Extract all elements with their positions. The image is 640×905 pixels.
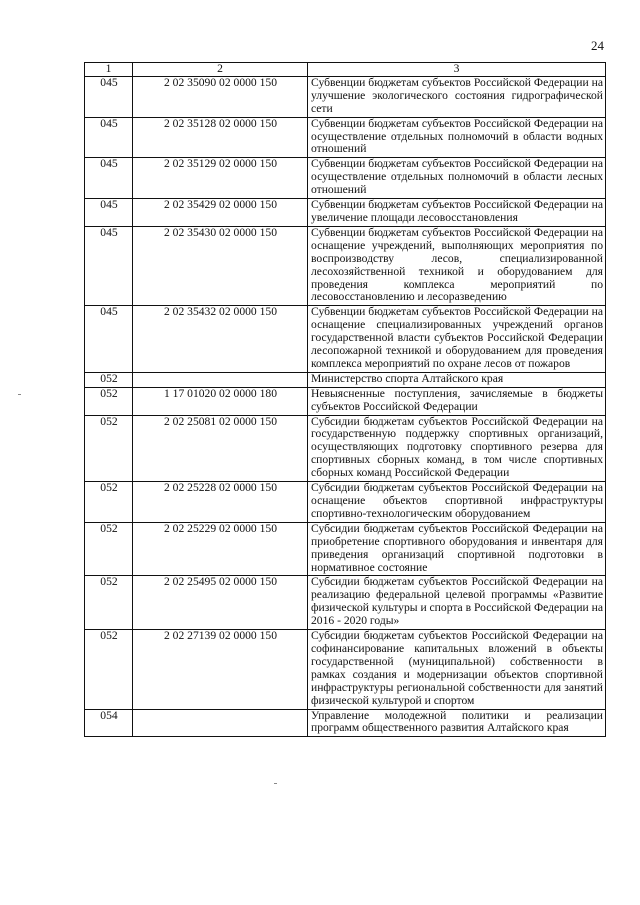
table-row bbox=[85, 306, 606, 373]
table-row bbox=[85, 709, 606, 737]
table-row bbox=[85, 522, 606, 576]
table-row bbox=[85, 387, 606, 415]
revenue-name-cell: Субвенции бюджетам субъектов Российской Федерации на оснащение учреждений, выполняющих мероприятия по воспроизводству лесов, специализированной лесохозяйственной техникой и оборудованием для проведения комплекса мероприятий по лесовосстановлению и лесоразведению bbox=[308, 226, 606, 305]
revenue-name-cell: Министерство спорта Алтайского края bbox=[308, 372, 606, 387]
budget-code-cell: 2 02 35129 02 0000 150 bbox=[133, 158, 308, 199]
table-row bbox=[85, 372, 606, 387]
admin-code-cell: 045 bbox=[85, 158, 133, 199]
revenue-name-cell: Субвенции бюджетам субъектов Российской Федерации на осуществление отдельных полномочий в области водных отношений bbox=[308, 117, 606, 158]
admin-code-cell: 054 bbox=[85, 709, 133, 737]
budget-code-cell: 2 02 25081 02 0000 150 bbox=[133, 415, 308, 482]
admin-code-cell: 045 bbox=[85, 306, 133, 373]
header-row bbox=[85, 63, 606, 77]
revenue-name-cell: Субсидии бюджетам субъектов Российской Федерации на приобретение спортивного оборудования и инвентаря для приведения организаций спортивной подготовки в нормативное состояние bbox=[308, 522, 606, 576]
revenue-name-cell: Субвенции бюджетам субъектов Российской Федерации на осуществление отдельных полномочий в области лесных отношений bbox=[308, 158, 606, 199]
column-header-2: 2 bbox=[133, 63, 308, 77]
table-row bbox=[85, 226, 606, 305]
budget-code-cell: 2 02 25229 02 0000 150 bbox=[133, 522, 308, 576]
revenue-classification-table bbox=[84, 62, 606, 737]
table-row bbox=[85, 117, 606, 158]
table-row bbox=[85, 76, 606, 117]
budget-code-cell: 1 17 01020 02 0000 180 bbox=[133, 387, 308, 415]
admin-code-cell: 052 bbox=[85, 630, 133, 709]
admin-code-cell: 052 bbox=[85, 482, 133, 523]
table-row bbox=[85, 576, 606, 630]
budget-code-cell: 2 02 35090 02 0000 150 bbox=[133, 76, 308, 117]
budget-code-cell: 2 02 35429 02 0000 150 bbox=[133, 199, 308, 227]
admin-code-cell: 045 bbox=[85, 76, 133, 117]
revenue-name-cell: Субсидии бюджетам субъектов Российской Федерации на реализацию федеральной целевой программы «Развитие физической культуры и спорта в Российской Федерации на 2016 - 2020 годы» bbox=[308, 576, 606, 630]
budget-code-cell: 2 02 27139 02 0000 150 bbox=[133, 630, 308, 709]
admin-code-cell: 045 bbox=[85, 226, 133, 305]
admin-code-cell: 045 bbox=[85, 199, 133, 227]
revenue-name-cell: Субвенции бюджетам субъектов Российской Федерации на оснащение специализированных учреждений органов государственной власти субъектов Российской Федерации лесопожарной техникой и оборудованием для проведения комплекса мероприятий по охране лесов от пожаров bbox=[308, 306, 606, 373]
column-header-3: 3 bbox=[308, 63, 606, 77]
budget-code-cell: 2 02 35432 02 0000 150 bbox=[133, 306, 308, 373]
budget-code-cell: 2 02 25228 02 0000 150 bbox=[133, 482, 308, 523]
revenue-name-cell: Субсидии бюджетам субъектов Российской Федерации на государственную поддержку спортивных организаций, осуществляющих подготовку спортивного резерва для спортивных сборных команд, в том числе спортивных сборных команд Российской Федерации bbox=[308, 415, 606, 482]
scan-speck bbox=[18, 394, 21, 395]
budget-code-cell: 2 02 25495 02 0000 150 bbox=[133, 576, 308, 630]
table-row bbox=[85, 199, 606, 227]
revenue-name-cell: Субвенции бюджетам субъектов Российской Федерации на увеличение площади лесовосстановления bbox=[308, 199, 606, 227]
budget-code-cell bbox=[133, 709, 308, 737]
table-row bbox=[85, 482, 606, 523]
admin-code-cell: 045 bbox=[85, 117, 133, 158]
table-body bbox=[85, 76, 606, 736]
table-row bbox=[85, 158, 606, 199]
admin-code-cell: 052 bbox=[85, 387, 133, 415]
budget-code-cell bbox=[133, 372, 308, 387]
revenue-name-cell: Субвенции бюджетам субъектов Российской Федерации на улучшение экологического состояния гидрографической сети bbox=[308, 76, 606, 117]
table-row bbox=[85, 630, 606, 709]
table-header bbox=[85, 63, 606, 77]
revenue-name-cell: Невыясненные поступления, зачисляемые в бюджеты субъектов Российской Федерации bbox=[308, 387, 606, 415]
page-number: 24 bbox=[591, 38, 604, 53]
admin-code-cell: 052 bbox=[85, 522, 133, 576]
budget-code-cell: 2 02 35430 02 0000 150 bbox=[133, 226, 308, 305]
admin-code-cell: 052 bbox=[85, 576, 133, 630]
budget-code-cell: 2 02 35128 02 0000 150 bbox=[133, 117, 308, 158]
revenue-name-cell: Субсидии бюджетам субъектов Российской Федерации на оснащение объектов спортивной инфраструктуры спортивно-технологическим оборудованием bbox=[308, 482, 606, 523]
admin-code-cell: 052 bbox=[85, 415, 133, 482]
revenue-name-cell: Управление молодежной политики и реализации программ общественного развития Алтайского края bbox=[308, 709, 606, 737]
admin-code-cell: 052 bbox=[85, 372, 133, 387]
revenue-name-cell: Субсидии бюджетам субъектов Российской Федерации на софинансирование капитальных вложений в объекты государственной (муниципальной) собственности в рамках создания и модернизации объектов спортивной инфраструктуры региональной собственности для занятий физической культурой и спортом bbox=[308, 630, 606, 709]
scan-speck bbox=[274, 783, 277, 784]
table-row bbox=[85, 415, 606, 482]
column-header-1: 1 bbox=[85, 63, 133, 77]
